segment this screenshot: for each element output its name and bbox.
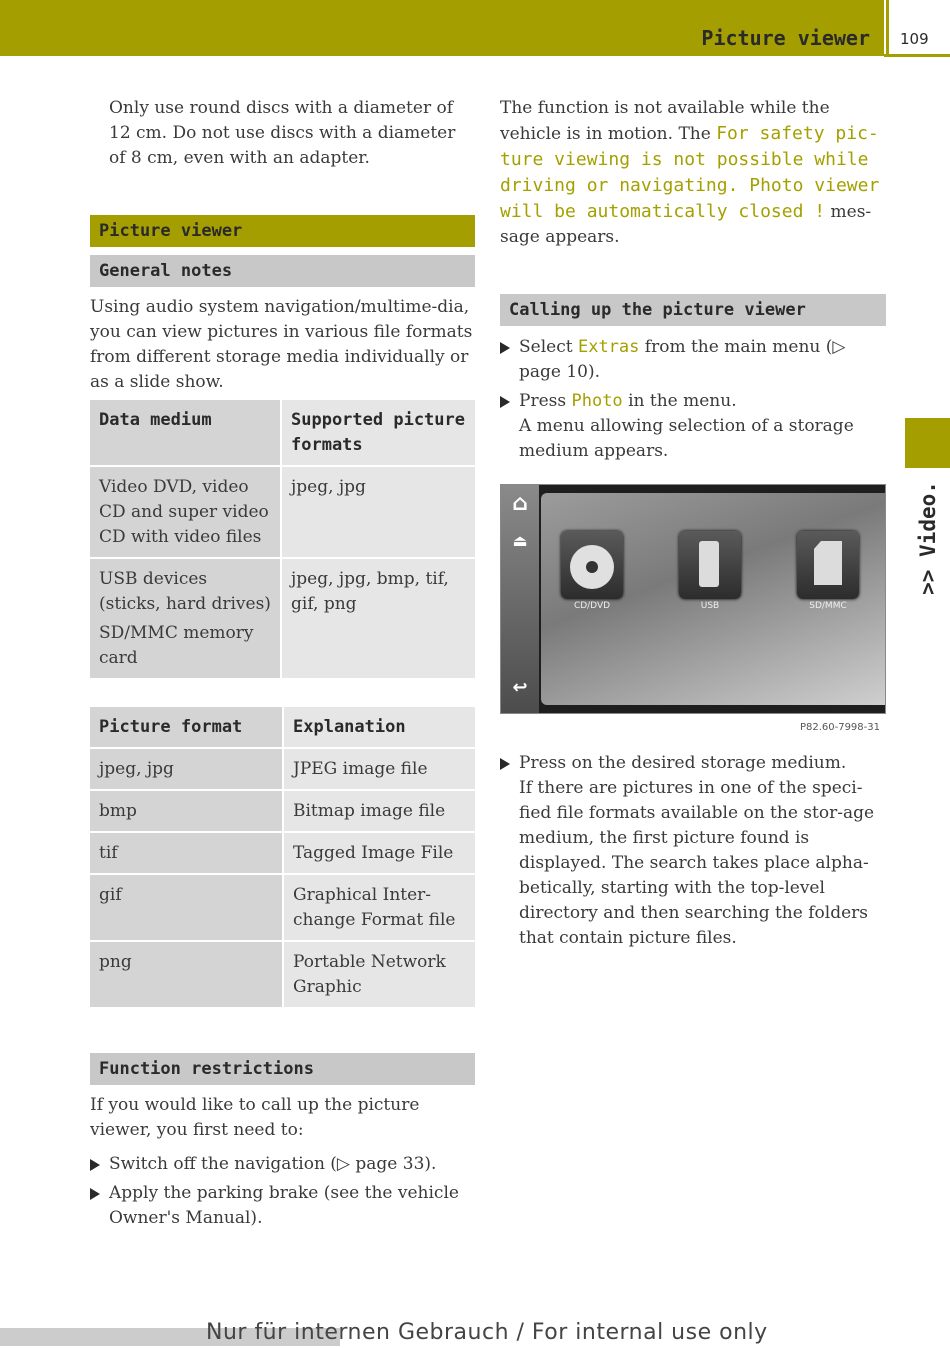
bullet-arrow-icon: [90, 1159, 100, 1171]
screen-sidebar: [501, 485, 539, 713]
column-header: Picture format: [90, 707, 283, 748]
step-text: in the menu.: [622, 391, 737, 411]
list-item: [500, 389, 886, 464]
step-text: Select: [519, 337, 578, 357]
tile-label: CD/DVD: [573, 601, 611, 611]
menu-term-extras: Extras: [577, 337, 640, 357]
cell-line: USB devices (sticks, hard drives): [99, 569, 271, 614]
general-notes-text: Using audio system navigation/multime-dia, you can view pictures in various file formats from different storage media individually or as a slide show.: [90, 297, 473, 392]
table-cell: Bitmap image file: [283, 790, 475, 832]
image-reference-code: P82.60-7998-31: [799, 722, 880, 733]
restrictions-intro: If you would like to call up the picture viewer, you first need to:: [90, 1095, 420, 1140]
table-row: [90, 790, 475, 832]
step-text: Switch off the navigation (▷ page 33).: [109, 1154, 437, 1174]
header-divider: [886, 0, 889, 56]
table-cell: Video DVD, video CD and super video CD with video files: [90, 466, 281, 558]
table-cell: tif: [90, 832, 283, 874]
table-cell: Graphical Inter-change Format file: [283, 874, 475, 941]
table-header-row: [90, 707, 475, 748]
home-icon: ⌂: [512, 491, 528, 516]
table-cell: bmp: [90, 790, 283, 832]
table-row: [90, 748, 475, 790]
step-text: from the main menu (▷ page 10).: [519, 337, 846, 382]
list-item: [500, 335, 886, 385]
side-tab-label: >> Video.: [916, 481, 940, 595]
table-cell: jpeg, jpg, bmp, tif, gif, png: [281, 558, 475, 679]
step-text: Press on the desired storage medium.: [519, 753, 847, 773]
page-title: Picture viewer: [701, 26, 870, 50]
table-header-row: [90, 400, 475, 466]
step-text: Apply the parking brake (see the vehicle Owner's Manual).: [109, 1183, 459, 1228]
table-cell: JPEG image file: [283, 748, 475, 790]
bullet-arrow-icon: [500, 396, 510, 408]
table-cell: jpeg, jpg: [90, 748, 283, 790]
list-item: [500, 751, 886, 951]
table-row: [90, 466, 475, 558]
bullet-arrow-icon: [500, 758, 510, 770]
motion-text: The function is not available while the vehicle is in motion. The: [500, 98, 830, 144]
list-item: [90, 1152, 475, 1177]
step-result: A menu allowing selection of a storage medium appears.: [519, 416, 854, 461]
motion-text: mes-sage appears.: [500, 202, 872, 247]
table-cell: png: [90, 941, 283, 1008]
page-number: 109: [900, 30, 929, 48]
bullet-arrow-icon: [90, 1188, 100, 1200]
list-item: [90, 1181, 475, 1231]
column-header: Data medium: [90, 400, 281, 466]
side-tab-marker: [905, 418, 950, 468]
tile-label: USB: [700, 601, 720, 611]
usb-icon: [699, 541, 719, 587]
left-column: [90, 96, 475, 1231]
table-cell: Tagged Image File: [283, 832, 475, 874]
table-cell: [90, 558, 281, 679]
motion-notice: [500, 96, 886, 250]
media-table: [90, 400, 475, 680]
storage-menu-screenshot: [500, 484, 886, 714]
screen-main-area: [541, 493, 885, 705]
header-underline: [884, 54, 950, 57]
sd-card-icon: [814, 541, 842, 585]
disc-icon: [570, 545, 614, 589]
usb-tile: [679, 531, 741, 599]
section-heading-calling-up: Calling up the picture viewer: [500, 294, 886, 326]
menu-term-photo: Photo: [571, 391, 623, 411]
right-column: [500, 96, 886, 951]
table-row: [90, 874, 475, 941]
step-text: Press: [519, 391, 572, 411]
back-icon: ↩: [512, 677, 528, 698]
table-cell: Portable Network Graphic: [283, 941, 475, 1008]
sd-mmc-tile: [797, 531, 859, 599]
bullet-arrow-icon: [500, 342, 510, 354]
column-header: Explanation: [283, 707, 475, 748]
column-header: Supported picture formats: [281, 400, 475, 466]
header-bar: [0, 0, 884, 56]
disc-notice: Only use round discs with a diameter of 12 cm. Do not use discs with a diameter of 8 cm, even with an adapter.: [109, 98, 456, 168]
table-row: [90, 558, 475, 679]
section-heading-function-restrictions: Function restrictions: [90, 1053, 475, 1085]
table-row: [90, 941, 475, 1008]
eject-icon: ⏏: [512, 531, 528, 550]
subsection-heading-general-notes: General notes: [90, 255, 475, 287]
cell-line: SD/MMC memory card: [99, 623, 254, 668]
tile-label: SD/MMC: [809, 601, 847, 611]
safety-message: For safety pic-ture viewing is not possible while driving or navigating. Photo viewer will be automatically closed !: [500, 123, 880, 222]
table-row: [90, 832, 475, 874]
cd-dvd-tile: [561, 531, 623, 599]
step-result: If there are pictures in one of the speci-fied file formats available on the stor-age medium, the first picture found is displayed. The search takes place alpha-betically, starting with the top-level directory and then searching the folders that contain picture files.: [519, 778, 875, 948]
table-cell: jpeg, jpg: [281, 466, 475, 558]
format-table: [90, 707, 475, 1009]
internal-use-notice: Nur für internen Gebrauch / For internal use only: [206, 1320, 768, 1345]
section-heading-picture-viewer: Picture viewer: [90, 215, 475, 247]
table-cell: gif: [90, 874, 283, 941]
